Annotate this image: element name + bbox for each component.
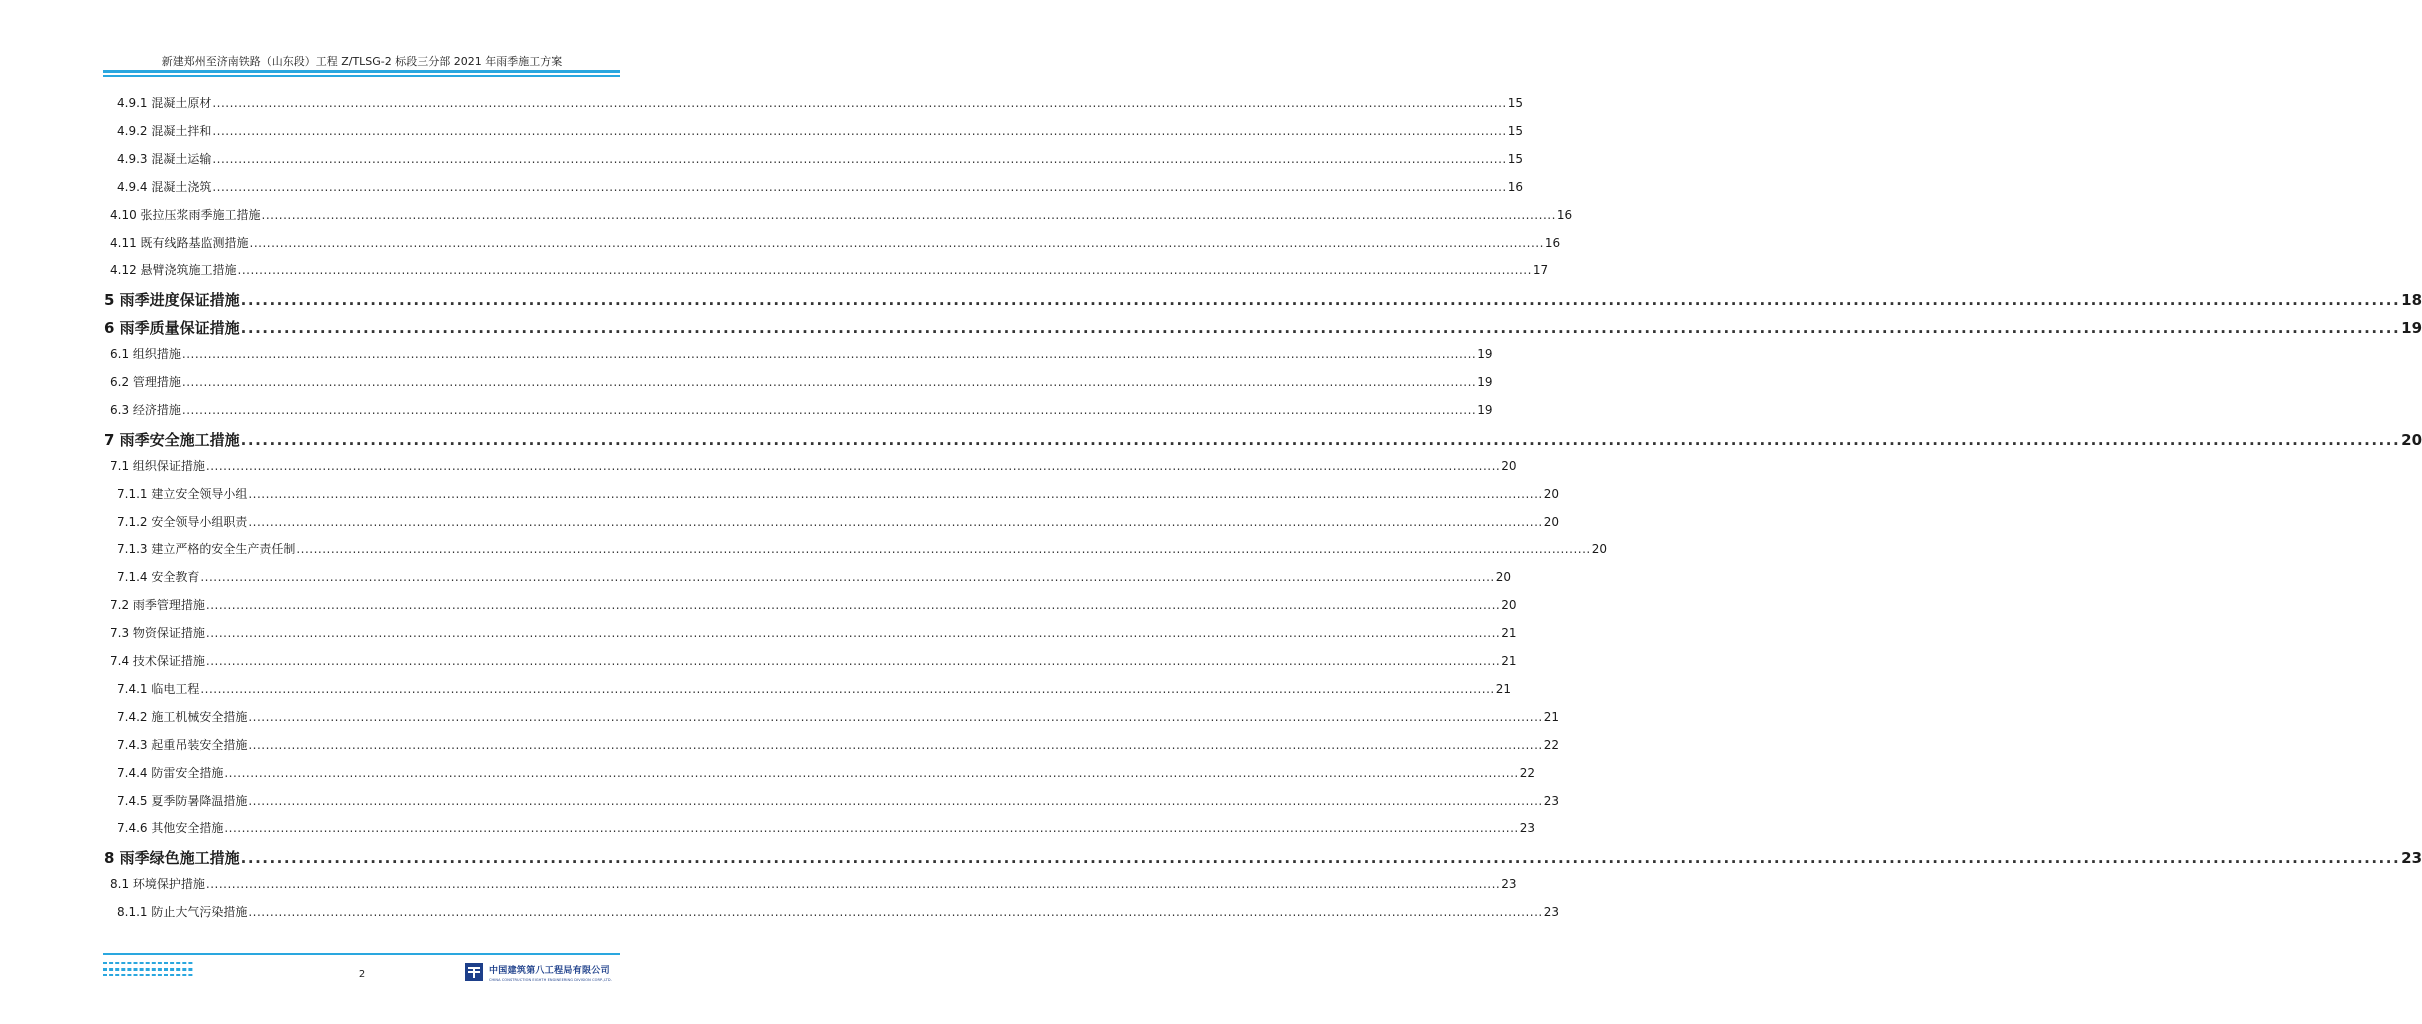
logo-company-name: 中国建筑第八工程局有限公司 — [489, 966, 610, 976]
toc-entry-title: 4.9.1 混凝土原材 — [117, 96, 212, 110]
toc-entry[interactable] — [117, 680, 1511, 697]
toc-entry[interactable] — [110, 373, 1493, 390]
toc-entry-title: 7.4 技术保证措施 — [110, 654, 205, 668]
toc-dot-leader: ............................................................................................................................................................................................................................................................................................................ — [240, 291, 2401, 310]
toc-entry-title: 7.2 雨季管理措施 — [110, 598, 205, 613]
toc-entry-page: 18 — [2401, 291, 2422, 310]
toc-entry-title: 7.1.4 安全教育 — [117, 570, 200, 585]
toc-dot-leader: ............................................................................................................................................................................................................................................................................................................ — [205, 654, 1501, 668]
toc-dot-leader: ............................................................................................................................................................................................................................................................................................................ — [248, 486, 1543, 501]
toc-entry-page: 21 — [1501, 654, 1517, 668]
toc-entry-title: 7.4.4 防雷安全措施 — [117, 765, 224, 780]
toc-dot-leader: ............................................................................................................................................................................................................................................................................................................ — [248, 905, 1543, 920]
toc-dot-leader: ............................................................................................................................................................................................................................................................................................................ — [224, 765, 1519, 780]
toc-entry[interactable] — [104, 289, 2422, 310]
toc-entry-page: 15 — [1507, 123, 1523, 138]
toc-entry-page: 23 — [1519, 821, 1535, 836]
toc-entry-page: 20 — [1543, 486, 1559, 501]
toc-entry-page: 23 — [1543, 793, 1559, 808]
footer-rule — [103, 953, 620, 955]
cscec-logo-icon — [465, 963, 483, 981]
toc-entry-title: 4.10 张拉压浆雨季施工措施 — [110, 207, 261, 222]
toc-entry-page: 15 — [1507, 96, 1523, 110]
toc-dot-leader: ............................................................................................................................................................................................................................................................................................................ — [200, 681, 1495, 696]
toc-dot-leader: ............................................................................................................................................................................................................................................................................................................ — [205, 877, 1501, 892]
toc-entry-title: 8.1.1 防止大气污染措施 — [117, 905, 248, 920]
toc-entry[interactable] — [110, 457, 1517, 474]
toc-entry[interactable] — [110, 652, 1517, 669]
toc-entry[interactable] — [117, 736, 1559, 753]
toc-dot-leader: ............................................................................................................................................................................................................................................................................................................ — [212, 179, 1507, 194]
toc-entry[interactable] — [117, 540, 1607, 557]
toc-dot-leader: ............................................................................................................................................................................................................................................................................................................ — [181, 347, 1477, 362]
toc-dot-leader: ............................................................................................................................................................................................................................................................................................................ — [212, 151, 1507, 166]
toc-entry-title: 8 雨季绿色施工措施 — [104, 849, 240, 868]
toc-dot-leader: ............................................................................................................................................................................................................................................................................................................ — [205, 598, 1501, 613]
toc-entry-title: 7.1.2 安全领导小组职责 — [117, 514, 248, 529]
toc-dot-leader: ............................................................................................................................................................................................................................................................................................................ — [181, 375, 1477, 389]
toc-entry-page: 23 — [1543, 905, 1559, 920]
toc-entry-page: 20 — [1591, 542, 1607, 557]
toc-entry-title: 4.12 悬臂浇筑施工措施 — [110, 263, 237, 278]
toc-entry[interactable] — [117, 150, 1523, 167]
toc-entry[interactable] — [110, 261, 1549, 278]
toc-entry-page: 21 — [1543, 709, 1559, 724]
toc-dot-leader: ............................................................................................................................................................................................................................................................................................................ — [212, 123, 1507, 138]
toc-entry[interactable] — [117, 485, 1559, 502]
toc-dot-leader: ............................................................................................................................................................................................................................................................................................................ — [237, 263, 1532, 278]
toc-dot-leader: ............................................................................................................................................................................................................................................................................................................ — [212, 96, 1507, 110]
toc-entry-page: 16 — [1556, 207, 1573, 222]
toc-entry-title: 7.3 物资保证措施 — [110, 626, 205, 641]
header-rule-secondary — [103, 75, 620, 77]
toc-dot-leader: ............................................................................................................................................................................................................................................................................................................ — [205, 458, 1501, 473]
toc-entry[interactable] — [117, 122, 1523, 139]
toc-dot-leader: ............................................................................................................................................................................................................................................................................................................ — [200, 570, 1495, 585]
toc-entry-page: 15 — [1507, 151, 1523, 166]
toc-entry-title: 7.4.2 施工机械安全措施 — [117, 709, 248, 724]
toc-entry[interactable] — [117, 513, 1559, 530]
toc-entry-title: 5 雨季进度保证措施 — [104, 291, 240, 310]
toc-entry-page: 20 — [1495, 570, 1511, 585]
toc-entry[interactable] — [110, 596, 1517, 613]
toc-entry-page: 23 — [2401, 849, 2422, 868]
toc-entry-title: 7.1.1 建立安全领导小组 — [117, 486, 248, 501]
toc-dot-leader: ............................................................................................................................................................................................................................................................................................................ — [248, 709, 1543, 724]
toc-entry-page: 19 — [1477, 347, 1493, 362]
toc-entry[interactable] — [110, 624, 1517, 641]
toc-dot-leader: ............................................................................................................................................................................................................................................................................................................ — [249, 235, 1544, 250]
toc-entry-page: 16 — [1507, 179, 1523, 194]
toc-entry-page: 23 — [1501, 877, 1517, 892]
toc-entry-page: 20 — [2401, 430, 2422, 449]
toc-entry[interactable] — [104, 847, 2422, 868]
toc-dot-leader: ............................................................................................................................................................................................................................................................................................................ — [240, 319, 2401, 338]
toc-entry-page: 20 — [1501, 598, 1517, 613]
toc-entry[interactable] — [117, 903, 1559, 920]
toc-entry[interactable] — [110, 401, 1493, 418]
toc-dot-leader: ............................................................................................................................................................................................................................................................................................................ — [205, 626, 1501, 641]
logo-company-name-en: CHINA CONSTRUCTION EIGHTH ENGINEERING DIVISION CORP.,LTD. — [489, 978, 612, 982]
toc-entry-page: 17 — [1532, 263, 1549, 278]
toc-entry[interactable] — [110, 206, 1573, 223]
toc-entry-page: 16 — [1544, 235, 1561, 250]
toc-entry[interactable] — [117, 819, 1535, 836]
toc-entry[interactable] — [104, 429, 2422, 450]
toc-entry-title: 7.1.3 建立严格的安全生产责任制 — [117, 542, 296, 557]
toc-entry-page: 19 — [1477, 402, 1493, 417]
toc-dot-leader: ............................................................................................................................................................................................................................................................................................................ — [248, 793, 1543, 808]
toc-entry-page: 22 — [1519, 765, 1535, 780]
toc-entry-title: 7.4.5 夏季防暑降温措施 — [117, 793, 248, 808]
toc-entry-title: 7.4.6 其他安全措施 — [117, 821, 224, 836]
toc-entry-title: 7 雨季安全施工措施 — [104, 430, 240, 449]
toc-entry-title: 4.9.3 混凝土运输 — [117, 151, 212, 166]
toc-dot-leader: ............................................................................................................................................................................................................................................................................................................ — [224, 821, 1519, 836]
toc-entry-title: 7.1 组织保证措施 — [110, 458, 205, 473]
toc-entry-title: 6.2 管理措施 — [110, 375, 181, 389]
header-rule — [103, 70, 620, 73]
toc-entry-title: 7.4.3 起重吊装安全措施 — [117, 737, 248, 752]
toc-entry[interactable] — [117, 764, 1535, 781]
toc-entry-page: 21 — [1495, 681, 1511, 696]
page-number: 2 — [358, 969, 366, 980]
toc-entry-title: 4.9.2 混凝土拌和 — [117, 123, 212, 138]
company-logo — [465, 963, 612, 982]
toc-entry-title: 7.4.1 临电工程 — [117, 681, 200, 696]
toc-entry-page: 21 — [1501, 626, 1517, 641]
toc-entry-page: 19 — [1477, 375, 1493, 389]
toc-entry-page: 20 — [1501, 458, 1517, 473]
toc-entry[interactable] — [117, 708, 1559, 725]
document-header-title: 新建郑州至济南铁路（山东段）工程 Z/TLSG-2 标段三分部 2021 年雨季施工方案 — [161, 55, 563, 68]
toc-entry-title: 4.9.4 混凝土浇筑 — [117, 179, 212, 194]
toc-entry[interactable] — [104, 317, 2422, 338]
toc-entry[interactable] — [110, 234, 1561, 251]
toc-entry-page: 19 — [2401, 319, 2422, 338]
toc-entry-page: 20 — [1543, 514, 1559, 529]
toc-entry-title: 6.1 组织措施 — [110, 347, 181, 362]
toc-dot-leader: ............................................................................................................................................................................................................................................................................................................ — [248, 514, 1543, 529]
toc-entry-title: 6.3 经济措施 — [110, 402, 181, 417]
toc-entry[interactable] — [117, 94, 1523, 111]
toc-entry[interactable] — [117, 568, 1511, 585]
toc-entry-title: 8.1 环境保护措施 — [110, 877, 205, 892]
toc-entry[interactable] — [117, 178, 1523, 195]
toc-dot-leader: ............................................................................................................................................................................................................................................................................................................ — [240, 849, 2401, 868]
toc-entry-title: 4.11 既有线路基监测措施 — [110, 235, 249, 250]
toc-entry-page: 22 — [1543, 737, 1559, 752]
toc-entry[interactable] — [117, 792, 1559, 809]
toc-dot-leader: ............................................................................................................................................................................................................................................................................................................ — [240, 430, 2401, 449]
toc-entry-title: 6 雨季质量保证措施 — [104, 319, 240, 338]
toc-entry[interactable] — [110, 345, 1493, 362]
toc-entry[interactable] — [110, 875, 1517, 892]
toc-dot-leader: ............................................................................................................................................................................................................................................................................................................ — [248, 737, 1543, 752]
toc-dot-leader: ............................................................................................................................................................................................................................................................................................................ — [296, 542, 1591, 557]
toc-dot-leader: ............................................................................................................................................................................................................................................................................................................ — [181, 402, 1477, 417]
toc-dot-leader: ............................................................................................................................................................................................................................................................................................................ — [261, 207, 1556, 222]
